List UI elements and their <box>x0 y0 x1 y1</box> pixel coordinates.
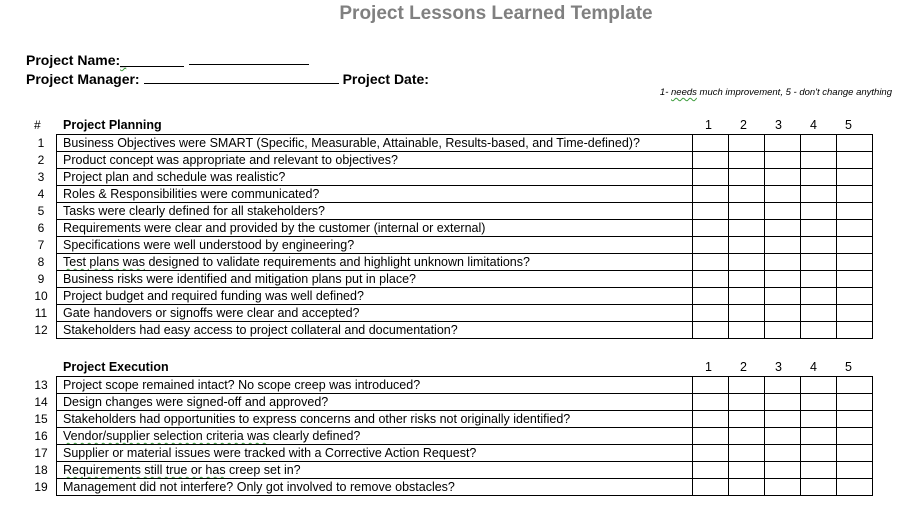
rating-column-header: 2 <box>740 118 747 132</box>
project-name-field-2[interactable] <box>189 50 309 65</box>
rating-cell-4[interactable] <box>801 237 837 254</box>
row-number: 3 <box>37 170 45 184</box>
question-text: Stakeholders had opportunities to express concerns and other risks not originally identified? <box>57 411 693 428</box>
rating-cell-1[interactable] <box>693 479 729 496</box>
rating-column-header: 4 <box>810 360 817 374</box>
rating-cell-2[interactable] <box>729 377 765 394</box>
rating-cell-2[interactable] <box>729 271 765 288</box>
rating-column-header: 5 <box>845 118 852 132</box>
rating-cell-1[interactable] <box>693 135 729 152</box>
table-row <box>26 322 873 339</box>
table-row <box>26 152 873 169</box>
table-row <box>26 428 873 445</box>
rating-cell-1[interactable] <box>693 237 729 254</box>
rating-cell-5[interactable] <box>837 322 873 339</box>
question-text: Design changes were signed-off and approved? <box>57 394 693 411</box>
rating-cell-1[interactable] <box>693 271 729 288</box>
rating-cell-5[interactable] <box>837 462 873 479</box>
rating-cell-1[interactable] <box>693 428 729 445</box>
table-row <box>26 445 873 462</box>
rating-cell-1[interactable] <box>693 220 729 237</box>
rating-cell-3[interactable] <box>765 428 801 445</box>
rating-cell-4[interactable] <box>801 169 837 186</box>
row-number: 13 <box>34 378 48 392</box>
question-text: Supplier or material issues were tracked with a Corrective Action Request? <box>57 445 693 462</box>
row-number: 9 <box>37 272 45 286</box>
project-planning-section <box>26 117 866 339</box>
question-text: Tasks were clearly defined for all stakeholders? <box>57 203 693 220</box>
rating-cell-4[interactable] <box>801 411 837 428</box>
rating-cell-1[interactable] <box>693 254 729 271</box>
project-manager-field[interactable] <box>144 69 339 84</box>
rating-cell-4[interactable] <box>801 322 837 339</box>
rating-cell-1[interactable] <box>693 305 729 322</box>
rating-cell-2[interactable] <box>729 186 765 203</box>
rating-cell-3[interactable] <box>765 271 801 288</box>
rating-cell-5[interactable] <box>837 237 873 254</box>
table-row <box>26 394 873 411</box>
rating-cell-2[interactable] <box>729 322 765 339</box>
question-text: Management did not interfere? Only got involved to remove obstacles? <box>57 479 693 496</box>
row-number: 4 <box>37 187 45 201</box>
row-number: 5 <box>37 204 45 218</box>
rating-cell-4[interactable] <box>801 254 837 271</box>
table-row <box>26 186 873 203</box>
rating-cell-1[interactable] <box>693 169 729 186</box>
rating-cell-4[interactable] <box>801 203 837 220</box>
rating-cell-3[interactable] <box>765 445 801 462</box>
rating-cell-1[interactable] <box>693 394 729 411</box>
table-row <box>26 220 873 237</box>
rating-cell-4[interactable] <box>801 445 837 462</box>
rating-cell-4[interactable] <box>801 394 837 411</box>
question-text: Requirements were clear and provided by the customer (internal or external) <box>57 220 693 237</box>
rating-cell-3[interactable] <box>765 186 801 203</box>
rating-cell-4[interactable] <box>801 377 837 394</box>
project-execution-section <box>26 359 866 496</box>
rating-cell-5[interactable] <box>837 220 873 237</box>
question-text: Test plans was designed to validate requirements and highlight unknown limitations? <box>57 254 693 271</box>
rating-cell-2[interactable] <box>729 479 765 496</box>
project-manager-label: Project Manager: <box>26 71 140 87</box>
question-text: Project budget and required funding was well defined? <box>57 288 693 305</box>
rating-scale-note: 1- needs much improvement, 5 - don't change anything <box>659 87 892 98</box>
rating-cell-3[interactable] <box>765 394 801 411</box>
table-row <box>26 135 873 152</box>
rating-cell-3[interactable] <box>765 411 801 428</box>
rating-cell-1[interactable] <box>693 203 729 220</box>
rating-cell-3[interactable] <box>765 203 801 220</box>
rating-cell-5[interactable] <box>837 479 873 496</box>
row-number: 14 <box>34 395 48 409</box>
rating-column-header: 3 <box>775 360 782 374</box>
rating-cell-2[interactable] <box>729 462 765 479</box>
rating-cell-3[interactable] <box>765 254 801 271</box>
rating-cell-3[interactable] <box>765 220 801 237</box>
rating-cell-1[interactable] <box>693 411 729 428</box>
question-text: Project scope remained intact? No scope creep was introduced? <box>57 377 693 394</box>
question-text: Roles & Responsibilities were communicated? <box>57 186 693 203</box>
rating-cell-5[interactable] <box>837 394 873 411</box>
section-header <box>26 117 866 134</box>
rating-column-header: 2 <box>740 360 747 374</box>
rating-cell-5[interactable] <box>837 203 873 220</box>
rating-cell-5[interactable] <box>837 271 873 288</box>
section-title: Project Planning <box>63 118 162 132</box>
rating-cell-4[interactable] <box>801 186 837 203</box>
rating-cell-5[interactable] <box>837 305 873 322</box>
rating-cell-2[interactable] <box>729 237 765 254</box>
rating-cell-4[interactable] <box>801 135 837 152</box>
rating-cell-3[interactable] <box>765 135 801 152</box>
rating-cell-2[interactable] <box>729 169 765 186</box>
rating-cell-5[interactable] <box>837 445 873 462</box>
project-name-field[interactable]: _ <box>120 52 184 67</box>
project-name-line <box>26 50 309 68</box>
question-text: Vendor/supplier selection criteria was clearly defined? <box>57 428 693 445</box>
rating-cell-1[interactable] <box>693 377 729 394</box>
rating-cell-1[interactable] <box>693 288 729 305</box>
rating-cell-2[interactable] <box>729 411 765 428</box>
rating-cell-5[interactable] <box>837 152 873 169</box>
table-row <box>26 203 873 220</box>
rating-cell-5[interactable] <box>837 411 873 428</box>
row-number: 15 <box>34 412 48 426</box>
question-text: Requirements still true or has creep set in? <box>57 462 693 479</box>
row-number: 6 <box>37 221 45 235</box>
table-row <box>26 254 873 271</box>
question-table <box>26 134 873 339</box>
rating-cell-5[interactable] <box>837 254 873 271</box>
table-row <box>26 411 873 428</box>
table-row <box>26 479 873 496</box>
question-text: Stakeholders had easy access to project collateral and documentation? <box>57 322 693 339</box>
question-text: Business Objectives were SMART (Specific, Measurable, Attainable, Results-based, and Time-defined)? <box>57 135 693 152</box>
rating-column-header: 1 <box>705 118 712 132</box>
table-row <box>26 237 873 254</box>
row-number: 18 <box>34 463 48 477</box>
rating-cell-4[interactable] <box>801 479 837 496</box>
rating-cell-5[interactable] <box>837 428 873 445</box>
rating-cell-3[interactable] <box>765 377 801 394</box>
rating-cell-1[interactable] <box>693 186 729 203</box>
rating-cell-2[interactable] <box>729 152 765 169</box>
rating-cell-4[interactable] <box>801 305 837 322</box>
rating-cell-1[interactable] <box>693 445 729 462</box>
question-text: Specifications were well understood by engineering? <box>57 237 693 254</box>
rating-cell-3[interactable] <box>765 169 801 186</box>
question-text: Gate handovers or signoffs were clear and accepted? <box>57 305 693 322</box>
row-number: 1 <box>37 136 45 150</box>
table-row <box>26 305 873 322</box>
table-row <box>26 169 873 186</box>
rating-cell-4[interactable] <box>801 271 837 288</box>
rating-cell-5[interactable] <box>837 135 873 152</box>
rating-cell-2[interactable] <box>729 445 765 462</box>
rating-cell-3[interactable] <box>765 479 801 496</box>
rating-cell-3[interactable] <box>765 305 801 322</box>
row-number: 17 <box>34 446 48 460</box>
row-number-header: # <box>34 118 41 132</box>
rating-cell-2[interactable] <box>729 428 765 445</box>
table-row <box>26 462 873 479</box>
row-number: 10 <box>34 289 48 303</box>
rating-cell-1[interactable] <box>693 152 729 169</box>
table-row <box>26 377 873 394</box>
project-manager-line <box>26 69 429 87</box>
rating-cell-2[interactable] <box>729 305 765 322</box>
rating-column-header: 3 <box>775 118 782 132</box>
rating-cell-3[interactable] <box>765 237 801 254</box>
rating-cell-5[interactable] <box>837 377 873 394</box>
section-header <box>26 359 866 376</box>
row-number: 8 <box>37 255 45 269</box>
rating-cell-2[interactable] <box>729 135 765 152</box>
project-date-label: Project Date: <box>342 71 429 87</box>
rating-cell-2[interactable] <box>729 254 765 271</box>
project-name-label: Project Name: <box>26 52 121 68</box>
rating-cell-1[interactable] <box>693 462 729 479</box>
rating-cell-2[interactable] <box>729 288 765 305</box>
rating-column-header: 5 <box>845 360 852 374</box>
rating-column-header: 4 <box>810 118 817 132</box>
rating-cell-3[interactable] <box>765 288 801 305</box>
question-text: Product concept was appropriate and relevant to objectives? <box>57 152 693 169</box>
rating-cell-3[interactable] <box>765 322 801 339</box>
rating-cell-3[interactable] <box>765 152 801 169</box>
rating-cell-1[interactable] <box>693 322 729 339</box>
rating-cell-2[interactable] <box>729 203 765 220</box>
table-row <box>26 271 873 288</box>
row-number: 2 <box>37 153 45 167</box>
rating-cell-5[interactable] <box>837 169 873 186</box>
question-text: Project plan and schedule was realistic? <box>57 169 693 186</box>
row-number: 16 <box>34 429 48 443</box>
row-number: 12 <box>34 323 48 337</box>
section-title: Project Execution <box>63 360 169 374</box>
question-table <box>26 376 873 496</box>
row-number: 11 <box>34 306 48 320</box>
document-title: Project Lessons Learned Template <box>339 3 653 24</box>
table-row <box>26 288 873 305</box>
row-number: 19 <box>34 480 48 494</box>
rating-cell-2[interactable] <box>729 220 765 237</box>
rating-cell-5[interactable] <box>837 186 873 203</box>
question-text: Business risks were identified and mitigation plans put in place? <box>57 271 693 288</box>
rating-cell-3[interactable] <box>765 462 801 479</box>
rating-cell-4[interactable] <box>801 288 837 305</box>
rating-cell-5[interactable] <box>837 288 873 305</box>
row-number: 7 <box>37 238 45 252</box>
rating-column-header: 1 <box>705 360 712 374</box>
rating-cell-4[interactable] <box>801 462 837 479</box>
rating-cell-4[interactable] <box>801 220 837 237</box>
rating-cell-2[interactable] <box>729 394 765 411</box>
rating-cell-4[interactable] <box>801 428 837 445</box>
rating-cell-4[interactable] <box>801 152 837 169</box>
